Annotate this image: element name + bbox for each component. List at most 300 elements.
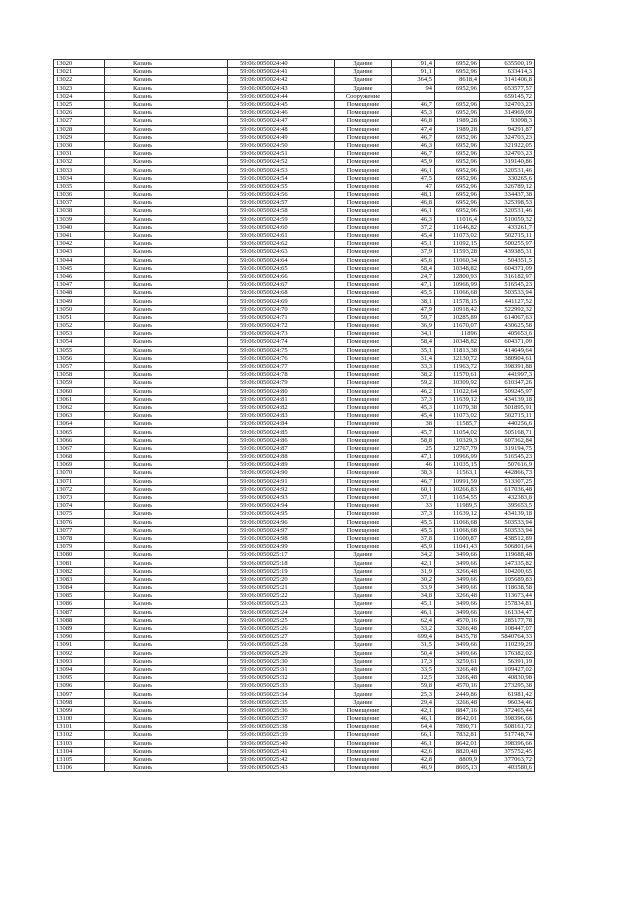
cadastral-number-cell: 59:06:0050025:27 — [228, 633, 335, 641]
rate-cell: 8435,78 — [435, 633, 480, 641]
cadastral-number-cell: 59:06:0050024:85 — [228, 428, 335, 436]
table-row — [54, 600, 535, 608]
cadastral-value-cell: 659145,72 — [480, 92, 535, 100]
cadastral-value-cell: 513307,25 — [480, 477, 535, 485]
row-number-cell: 13028 — [54, 125, 105, 133]
row-number-cell: 13075 — [54, 510, 105, 518]
city-cell: Казань — [105, 641, 228, 649]
row-number-cell: 13101 — [54, 723, 105, 731]
area-cell: 46,1 — [392, 207, 435, 215]
city-cell: Казань — [105, 665, 228, 673]
cadastral-value-cell: 96034,46 — [480, 698, 535, 706]
row-number-cell: 13084 — [54, 584, 105, 592]
object-type-cell: Помещение — [335, 272, 392, 280]
cadastral-value-cell: 324703,23 — [480, 150, 535, 158]
row-number-cell: 13102 — [54, 731, 105, 739]
city-cell: Казань — [105, 444, 228, 452]
cadastral-number-cell: 59:06:0050025:35 — [228, 698, 335, 706]
cadastral-number-cell: 59:06:0050024:89 — [228, 461, 335, 469]
cadastral-number-cell: 59:06:0050024:76 — [228, 354, 335, 362]
rate-cell: 11060,34 — [435, 256, 480, 264]
cadastral-value-cell: 40830,98 — [480, 674, 535, 682]
cadastral-number-cell: 59:06:0050025:40 — [228, 739, 335, 747]
object-type-cell: Помещение — [335, 289, 392, 297]
table-row — [54, 567, 535, 575]
row-number-cell: 13025 — [54, 100, 105, 108]
row-number-cell: 13047 — [54, 281, 105, 289]
row-number-cell: 13091 — [54, 641, 105, 649]
rate-cell: 10966,99 — [435, 453, 480, 461]
table-row — [54, 428, 535, 436]
cadastral-number-cell: 59:06:0050025:17 — [228, 551, 335, 559]
cadastral-number-cell: 59:06:0050025:38 — [228, 723, 335, 731]
table-row — [54, 764, 535, 772]
rate-cell: 6952,96 — [435, 174, 480, 182]
table-row — [54, 747, 535, 755]
object-type-cell: Помещение — [335, 715, 392, 723]
cadastral-number-cell: 59:06:0050024:75 — [228, 346, 335, 354]
cadastral-value-cell: 285177,78 — [480, 616, 535, 624]
city-cell: Казань — [105, 297, 228, 305]
cadastral-number-cell: 59:06:0050024:79 — [228, 379, 335, 387]
table-row — [54, 592, 535, 600]
area-cell: 46,2 — [392, 387, 435, 395]
city-cell: Казань — [105, 60, 228, 68]
cadastral-value-cell: 502715,11 — [480, 231, 535, 239]
rate-cell: 12767,79 — [435, 444, 480, 452]
rate-cell: 11054,02 — [435, 428, 480, 436]
city-cell: Казань — [105, 223, 228, 231]
cadastral-value-cell: 176382,02 — [480, 649, 535, 657]
table-row — [54, 690, 535, 698]
rate-cell: 6952,96 — [435, 68, 480, 76]
row-number-cell: 13103 — [54, 739, 105, 747]
table-row — [54, 502, 535, 510]
table-row — [54, 403, 535, 411]
cadastral-value-cell: 501895,91 — [480, 403, 535, 411]
city-cell: Казань — [105, 354, 228, 362]
cadastral-number-cell: 59:06:0050025:24 — [228, 608, 335, 616]
row-number-cell: 13073 — [54, 493, 105, 501]
city-cell: Казань — [105, 739, 228, 747]
cadastral-value-cell: 325398,53 — [480, 199, 535, 207]
table-row — [54, 330, 535, 338]
table-row — [54, 133, 535, 141]
city-cell: Казань — [105, 526, 228, 534]
row-number-cell: 13069 — [54, 461, 105, 469]
cadastral-number-cell: 59:06:0050024:82 — [228, 403, 335, 411]
rate-cell: 2449,86 — [435, 690, 480, 698]
cadastral-number-cell: 59:06:0050024:90 — [228, 469, 335, 477]
table-row — [54, 109, 535, 117]
rate-cell: 11022,64 — [435, 387, 480, 395]
object-type-cell: Здание — [335, 575, 392, 583]
cadastral-number-cell: 59:06:0050024:91 — [228, 477, 335, 485]
cadastral-value-cell: 321922,05 — [480, 141, 535, 149]
city-cell: Казань — [105, 313, 228, 321]
cadastral-value-cell: 108447,07 — [480, 624, 535, 632]
table-row — [54, 76, 535, 84]
row-number-cell: 13020 — [54, 60, 105, 68]
city-cell: Казань — [105, 510, 228, 518]
object-type-cell: Помещение — [335, 354, 392, 362]
table-row — [54, 641, 535, 649]
cadastral-number-cell: 59:06:0050025:39 — [228, 731, 335, 739]
row-number-cell: 13021 — [54, 68, 105, 76]
area-cell: 17,3 — [392, 657, 435, 665]
table-row — [54, 182, 535, 190]
cadastral-number-cell: 59:06:0050024:66 — [228, 272, 335, 280]
rate-cell: 6952,96 — [435, 182, 480, 190]
city-cell: Казань — [105, 706, 228, 714]
cadastral-value-cell: 56391,19 — [480, 657, 535, 665]
rate-cell: 3499,66 — [435, 584, 480, 592]
table-row — [54, 453, 535, 461]
city-cell: Казань — [105, 715, 228, 723]
row-number-cell: 13035 — [54, 182, 105, 190]
city-cell: Казань — [105, 338, 228, 346]
rate-cell: 10285,89 — [435, 313, 480, 321]
city-cell: Казань — [105, 575, 228, 583]
area-cell: 31,5 — [392, 641, 435, 649]
object-type-cell: Помещение — [335, 322, 392, 330]
rate-cell: 8809,9 — [435, 755, 480, 763]
row-number-cell: 13033 — [54, 166, 105, 174]
table-row — [54, 624, 535, 632]
table-row — [54, 731, 535, 739]
cadastral-value-cell: 377063,72 — [480, 755, 535, 763]
cadastral-number-cell: 59:06:0050024:98 — [228, 534, 335, 542]
cadastral-number-cell: 59:06:0050025:34 — [228, 690, 335, 698]
rate-cell: 6952,96 — [435, 191, 480, 199]
object-type-cell: Помещение — [335, 502, 392, 510]
table-row — [54, 141, 535, 149]
area-cell: 31,4 — [392, 354, 435, 362]
area-cell: 37,2 — [392, 223, 435, 231]
table-row — [54, 534, 535, 542]
city-cell: Казань — [105, 281, 228, 289]
city-cell: Казань — [105, 117, 228, 125]
table-row — [54, 649, 535, 657]
table-row — [54, 223, 535, 231]
table-row — [54, 68, 535, 76]
cadastral-value-cell: 273295,38 — [480, 682, 535, 690]
rate-cell: 10991,59 — [435, 477, 480, 485]
city-cell: Казань — [105, 436, 228, 444]
object-type-cell: Помещение — [335, 141, 392, 149]
cadastral-number-cell: 59:06:0050024:87 — [228, 444, 335, 452]
rate-cell: 10348,82 — [435, 338, 480, 346]
cadastral-number-cell: 59:06:0050024:83 — [228, 412, 335, 420]
cadastral-number-cell: 59:06:0050024:41 — [228, 68, 335, 76]
row-number-cell: 13067 — [54, 444, 105, 452]
city-cell: Казань — [105, 182, 228, 190]
city-cell: Казань — [105, 485, 228, 493]
city-cell: Казань — [105, 199, 228, 207]
row-number-cell: 13074 — [54, 502, 105, 510]
cadastral-number-cell: 59:06:0050024:40 — [228, 60, 335, 68]
object-type-cell: Помещение — [335, 305, 392, 313]
rate-cell: 3499,66 — [435, 600, 480, 608]
city-cell: Казань — [105, 502, 228, 510]
row-number-cell: 13046 — [54, 272, 105, 280]
object-type-cell: Помещение — [335, 191, 392, 199]
cadastral-number-cell: 59:06:0050025:19 — [228, 567, 335, 575]
rate-cell: 11073,02 — [435, 231, 480, 239]
rate-cell: 11670,07 — [435, 322, 480, 330]
cadastral-value-cell: 320531,46 — [480, 207, 535, 215]
area-cell: 46,8 — [392, 199, 435, 207]
city-cell: Казань — [105, 362, 228, 370]
city-cell: Казань — [105, 420, 228, 428]
area-cell: 45,5 — [392, 518, 435, 526]
cadastral-value-cell: 372465,44 — [480, 706, 535, 714]
cadastral-value-cell: 522992,32 — [480, 305, 535, 313]
table-row — [54, 264, 535, 272]
rate-cell: 6952,96 — [435, 84, 480, 92]
rate-cell: 3499,66 — [435, 551, 480, 559]
area-cell: 37,3 — [392, 395, 435, 403]
cadastral-number-cell: 59:06:0050024:86 — [228, 436, 335, 444]
rate-cell: 11041,43 — [435, 543, 480, 551]
cadastral-value-cell: 516545,23 — [480, 453, 535, 461]
object-type-cell: Здание — [335, 616, 392, 624]
area-cell: 58,8 — [392, 436, 435, 444]
cadastral-value-cell: 110239,29 — [480, 641, 535, 649]
row-number-cell: 13081 — [54, 559, 105, 567]
rate-cell: 11639,12 — [435, 510, 480, 518]
cadastral-value-cell: 633414,3 — [480, 68, 535, 76]
cadastral-number-cell: 59:06:0050024:57 — [228, 199, 335, 207]
area-cell: 45,1 — [392, 240, 435, 248]
row-number-cell: 13056 — [54, 354, 105, 362]
area-cell: 47,1 — [392, 281, 435, 289]
area-cell: 31,9 — [392, 567, 435, 575]
object-type-cell: Здание — [335, 624, 392, 632]
rate-cell: 6952,96 — [435, 150, 480, 158]
city-cell: Казань — [105, 755, 228, 763]
table-row — [54, 125, 535, 133]
row-number-cell: 13068 — [54, 453, 105, 461]
rate-cell: 10309,92 — [435, 379, 480, 387]
city-cell: Казань — [105, 141, 228, 149]
rate-cell: 7832,81 — [435, 731, 480, 739]
table-row — [54, 469, 535, 477]
object-type-cell: Помещение — [335, 313, 392, 321]
area-cell: 47,5 — [392, 174, 435, 182]
table-row — [54, 485, 535, 493]
table-row — [54, 518, 535, 526]
area-cell: 66,1 — [392, 731, 435, 739]
city-cell: Казань — [105, 633, 228, 641]
cadastral-number-cell: 59:06:0050024:94 — [228, 502, 335, 510]
object-type-cell: Здание — [335, 60, 392, 68]
city-cell: Казань — [105, 747, 228, 755]
cadastral-number-cell: 59:06:0050024:63 — [228, 248, 335, 256]
table-row — [54, 248, 535, 256]
city-cell: Казань — [105, 100, 228, 108]
cadastral-number-cell: 59:06:0050024:51 — [228, 150, 335, 158]
table-row — [54, 207, 535, 215]
table-row — [54, 158, 535, 166]
cadastral-value-cell: 503533,94 — [480, 526, 535, 534]
row-number-cell: 13072 — [54, 485, 105, 493]
area-cell: 45,3 — [392, 109, 435, 117]
area-cell: 34,1 — [392, 330, 435, 338]
rate-cell: 3499,66 — [435, 641, 480, 649]
object-type-cell: Здание — [335, 682, 392, 690]
object-type-cell: Помещение — [335, 493, 392, 501]
cadastral-value-cell: 517748,74 — [480, 731, 535, 739]
area-cell: 47,4 — [392, 125, 435, 133]
table-row — [54, 420, 535, 428]
area-cell: 46,1 — [392, 166, 435, 174]
cadastral-value-cell: 334437,38 — [480, 191, 535, 199]
cadastral-value-cell: 375752,45 — [480, 747, 535, 755]
table-row — [54, 305, 535, 313]
table-row — [54, 174, 535, 182]
object-type-cell: Помещение — [335, 174, 392, 182]
area-cell: 60,1 — [392, 485, 435, 493]
object-type-cell: Помещение — [335, 150, 392, 158]
table-row — [54, 150, 535, 158]
cadastral-value-cell: 118638,58 — [480, 584, 535, 592]
row-number-cell: 13078 — [54, 534, 105, 542]
table-row — [54, 100, 535, 108]
object-type-cell: Помещение — [335, 346, 392, 354]
cadastral-number-cell: 59:06:0050025:26 — [228, 624, 335, 632]
rate-cell: 10966,99 — [435, 281, 480, 289]
cadastral-number-cell: 59:06:0050024:49 — [228, 133, 335, 141]
cadastral-number-cell: 59:06:0050024:50 — [228, 141, 335, 149]
row-number-cell: 13043 — [54, 248, 105, 256]
object-type-cell: Помещение — [335, 453, 392, 461]
row-number-cell: 13032 — [54, 158, 105, 166]
city-cell: Казань — [105, 723, 228, 731]
cadastral-value-cell: 316182,97 — [480, 272, 535, 280]
cadastral-value-cell: 617036,48 — [480, 485, 535, 493]
cadastral-value-cell: 441127,52 — [480, 297, 535, 305]
object-type-cell: Помещение — [335, 117, 392, 125]
cadastral-number-cell: 59:06:0050024:58 — [228, 207, 335, 215]
cadastral-value-cell: 324703,23 — [480, 133, 535, 141]
row-number-cell: 13082 — [54, 567, 105, 575]
area-cell: 58,4 — [392, 338, 435, 346]
rate-cell: 8642,01 — [435, 739, 480, 747]
rate-cell: 3266,48 — [435, 665, 480, 673]
object-type-cell: Помещение — [335, 518, 392, 526]
cadastral-number-cell: 59:06:0050025:36 — [228, 706, 335, 714]
rate-cell: 8618,4 — [435, 76, 480, 84]
city-cell: Казань — [105, 608, 228, 616]
cadastral-number-cell: 59:06:0050024:74 — [228, 338, 335, 346]
area-cell: 59,2 — [392, 379, 435, 387]
city-cell: Казань — [105, 616, 228, 624]
cadastral-number-cell: 59:06:0050024:77 — [228, 362, 335, 370]
area-cell: 38 — [392, 420, 435, 428]
cadastral-number-cell: 59:06:0050024:54 — [228, 174, 335, 182]
cadastral-value-cell: 93098,3 — [480, 117, 535, 125]
row-number-cell: 13036 — [54, 191, 105, 199]
rate-cell: 6952,96 — [435, 100, 480, 108]
cadastral-number-cell: 59:06:0050025:31 — [228, 665, 335, 673]
row-number-cell: 13027 — [54, 117, 105, 125]
area-cell: 45,5 — [392, 289, 435, 297]
rate-cell: 11016,4 — [435, 215, 480, 223]
cadastral-value-cell: 147335,82 — [480, 559, 535, 567]
cadastral-number-cell: 59:06:0050024:95 — [228, 510, 335, 518]
table-row — [54, 665, 535, 673]
area-cell: 47,9 — [392, 305, 435, 313]
area-cell: 45,4 — [392, 412, 435, 420]
rate-cell: 6952,96 — [435, 207, 480, 215]
cadastral-value-cell: 330265,6 — [480, 174, 535, 182]
row-number-cell: 13085 — [54, 592, 105, 600]
cadastral-value-cell: 653577,57 — [480, 84, 535, 92]
city-cell: Казань — [105, 493, 228, 501]
city-cell: Казань — [105, 698, 228, 706]
city-cell: Казань — [105, 469, 228, 477]
table-row — [54, 322, 535, 330]
table-row — [54, 272, 535, 280]
table-row — [54, 559, 535, 567]
object-type-cell: Помещение — [335, 281, 392, 289]
table-row — [54, 256, 535, 264]
object-type-cell: Помещение — [335, 215, 392, 223]
rate-cell — [435, 92, 480, 100]
cadastral-number-cell: 59:06:0050025:33 — [228, 682, 335, 690]
table-row — [54, 117, 535, 125]
cadastral-value-cell: 319140,86 — [480, 158, 535, 166]
object-type-cell: Помещение — [335, 264, 392, 272]
object-type-cell: Помещение — [335, 330, 392, 338]
object-type-cell: Помещение — [335, 477, 392, 485]
cadastral-number-cell: 59:06:0050024:55 — [228, 182, 335, 190]
object-type-cell: Сооружение — [335, 92, 392, 100]
city-cell: Казань — [105, 322, 228, 330]
city-cell: Казань — [105, 518, 228, 526]
row-number-cell: 13030 — [54, 141, 105, 149]
rate-cell: 11092,15 — [435, 240, 480, 248]
table-row — [54, 584, 535, 592]
object-type-cell: Здание — [335, 567, 392, 575]
row-number-cell: 13051 — [54, 313, 105, 321]
area-cell: 46,7 — [392, 477, 435, 485]
object-type-cell: Помещение — [335, 231, 392, 239]
table-row — [54, 755, 535, 763]
area-cell: 45,1 — [392, 600, 435, 608]
object-type-cell: Здание — [335, 592, 392, 600]
rate-cell: 3499,66 — [435, 575, 480, 583]
table-row — [54, 412, 535, 420]
area-cell: 25,3 — [392, 690, 435, 698]
object-type-cell: Помещение — [335, 485, 392, 493]
city-cell: Казань — [105, 215, 228, 223]
cadastral-number-cell: 59:06:0050025:43 — [228, 764, 335, 772]
cadastral-number-cell: 59:06:0050024:61 — [228, 231, 335, 239]
cadastral-value-cell: 403580,6 — [480, 764, 535, 772]
table-row — [54, 371, 535, 379]
table-row — [54, 379, 535, 387]
table-row — [54, 633, 535, 641]
city-cell: Казань — [105, 256, 228, 264]
area-cell: 46,7 — [392, 100, 435, 108]
city-cell: Казань — [105, 330, 228, 338]
city-cell: Казань — [105, 166, 228, 174]
table-row — [54, 657, 535, 665]
table-row — [54, 608, 535, 616]
cadastral-number-cell: 59:06:0050024:42 — [228, 76, 335, 84]
